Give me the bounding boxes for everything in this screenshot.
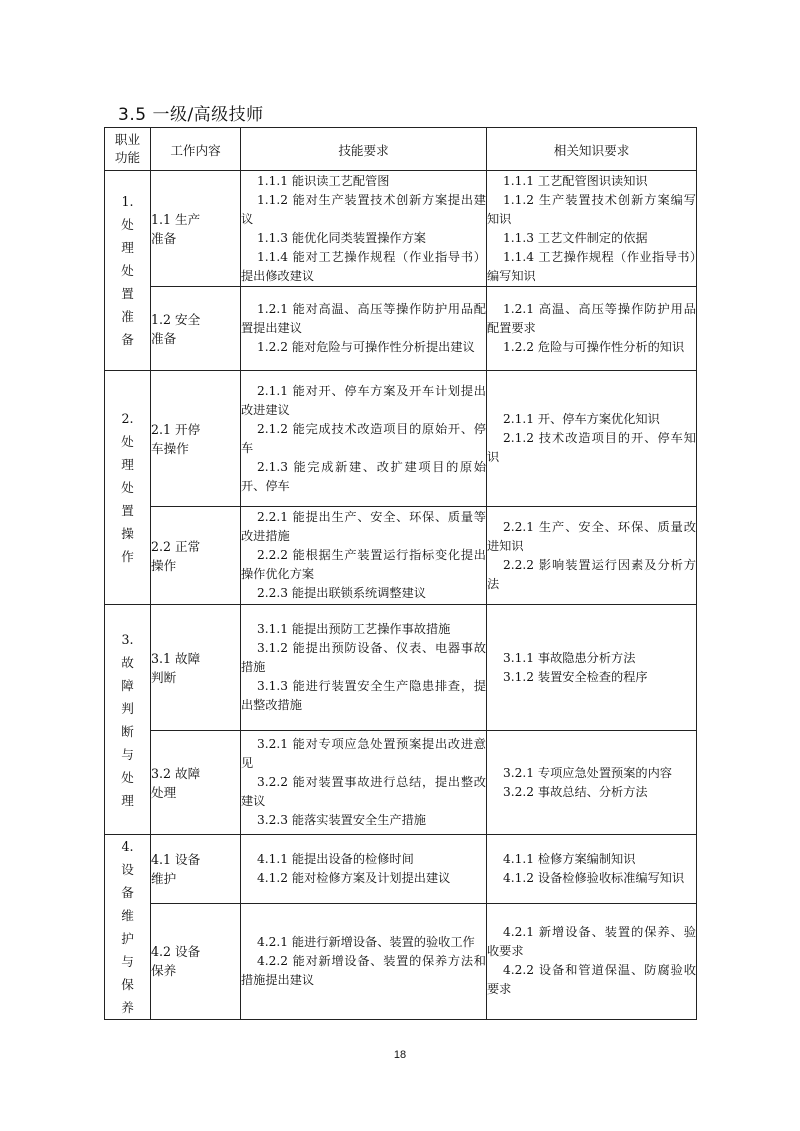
function-name-char: 备 [121, 885, 134, 900]
work-content-cell [151, 731, 241, 835]
knowledge-item: 3.1.1 事故隐患分析方法 [503, 650, 636, 665]
knowledge-cell [487, 507, 697, 605]
work-content-line: 车操作 [151, 440, 189, 456]
knowledge-cell [487, 835, 697, 904]
knowledge-item: 1.1.1 工艺配管图识读知识 [503, 173, 648, 188]
skills-cell [241, 171, 487, 287]
skill-item: 2.1.2 能完成技术改造项目的原始开、停车 [241, 421, 486, 455]
work-content-cell [151, 287, 241, 371]
skill-item: 4.2.1 能进行新增设备、装置的验收工作 [257, 934, 475, 949]
skill-item: 2.2.2 能根据生产装置运行指标变化提出操作优化方案 [241, 548, 486, 581]
skills-cell [241, 605, 487, 731]
function-name-char: 处 [121, 217, 134, 232]
knowledge-item: 1.1.4 工艺操作规程（作业指导书）编写知识 [487, 249, 696, 283]
table-body [105, 171, 697, 1020]
skill-item: 2.1.3 能完成新建、改扩建项目的原始开、停车 [241, 459, 486, 493]
skill-item: 1.2.1 能对高温、高压等操作防护用品配置提出建议 [241, 302, 486, 335]
work-content-line: 操作 [151, 557, 177, 573]
skill-item: 1.2.2 能对危险与可操作性分析提出建议 [257, 340, 475, 354]
skills-cell [241, 903, 487, 1019]
header-knowledge: 相关知识要求 [487, 128, 697, 171]
header-skills: 技能要求 [241, 128, 487, 171]
skills-cell [241, 371, 487, 507]
skill-item: 3.2.3 能落实装置安全生产措施 [257, 813, 426, 827]
work-content-cell [151, 171, 241, 287]
table-header-row [105, 128, 697, 171]
skill-item: 4.1.1 能提出设备的检修时间 [257, 851, 414, 866]
work-content-line: 4.1 设备 [151, 851, 201, 867]
knowledge-cell [487, 371, 697, 507]
function-name-char: 障 [121, 677, 134, 693]
knowledge-item: 3.1.2 装置安全检查的程序 [503, 669, 648, 684]
header-function-line1: 职业 [114, 132, 141, 147]
table-row [105, 605, 697, 731]
header-content: 工作内容 [151, 128, 241, 171]
function-name-char: 3. [121, 631, 134, 647]
work-content-line: 保养 [151, 963, 177, 979]
function-name-char: 理 [121, 240, 134, 255]
knowledge-item: 2.2.2 影响装置运行因素及分析方法 [487, 557, 696, 591]
function-name-char: 备 [121, 332, 134, 347]
skill-item: 3.1.3 能进行装置安全生产隐患排查，提出整改措施 [241, 679, 486, 712]
knowledge-item: 1.1.2 生产装置技术创新方案编写知识 [487, 192, 696, 226]
knowledge-item: 2.2.1 生产、安全、环保、质量改进知识 [487, 519, 696, 553]
work-content-cell [151, 835, 241, 904]
work-content-line: 准备 [151, 330, 177, 346]
function-name-char: 判 [121, 700, 134, 716]
knowledge-cell [487, 287, 697, 371]
skill-item: 3.2.1 能对专项应急处置预案提出改进意见 [241, 737, 486, 770]
function-name-char: 操 [121, 526, 134, 541]
work-content-line: 2.2 正常 [151, 538, 201, 554]
knowledge-item: 2.1.2 技术改造项目的开、停车知识 [487, 431, 696, 464]
function-name-char: 理 [121, 457, 134, 472]
skills-cell [241, 507, 487, 605]
skill-item: 1.1.1 能识读工艺配管图 [257, 173, 390, 188]
function-name-char: 处 [121, 434, 134, 449]
function-name-char: 处 [121, 769, 134, 785]
table-row [105, 171, 697, 287]
function-name-char: 与 [121, 954, 134, 969]
knowledge-item: 2.1.1 开、停车方案优化知识 [503, 412, 660, 426]
function-cell [105, 835, 151, 1020]
knowledge-cell [487, 605, 697, 731]
skill-item: 3.1.1 能提出预防工艺操作事故措施 [257, 622, 451, 636]
knowledge-item: 3.2.1 专项应急处置预案的内容 [503, 765, 672, 780]
skill-item: 2.2.3 能提出联锁系统调整建议 [257, 586, 426, 600]
function-name-char: 设 [121, 862, 134, 877]
knowledge-cell [487, 171, 697, 287]
skill-item: 3.1.2 能提出预防设备、仪表、电器事故措施 [241, 641, 486, 674]
knowledge-cell [487, 731, 697, 835]
skill-item: 4.2.2 能对新增设备、装置的保养方法和措施提出建议 [241, 953, 486, 987]
work-content-cell [151, 507, 241, 605]
knowledge-item: 4.1.1 检修方案编制知识 [503, 851, 636, 866]
knowledge-item: 1.2.2 危险与可操作性分析的知识 [503, 340, 685, 354]
work-content-line: 判断 [151, 669, 177, 685]
function-name-char: 保 [121, 977, 134, 992]
function-name-char: 作 [121, 549, 134, 564]
work-content-line: 3.1 故障 [151, 650, 201, 666]
function-name-char: 处 [121, 263, 134, 278]
function-name-char: 理 [121, 792, 134, 808]
work-content-line: 1.2 安全 [151, 311, 201, 327]
knowledge-item: 1.1.3 工艺文件制定的依据 [503, 230, 648, 245]
header-function-line2: 功能 [114, 150, 141, 165]
knowledge-item: 1.2.1 高温、高压等操作防护用品配置要求 [487, 302, 696, 335]
function-name-char: 准 [121, 309, 134, 324]
work-content-line: 1.1 生产 [151, 211, 201, 227]
function-name-char: 4. [121, 839, 134, 854]
function-cell [105, 171, 151, 371]
knowledge-item: 4.2.2 设备和管道保温、防腐验收要求 [487, 963, 696, 997]
skill-standard-table [104, 127, 697, 1020]
work-content-line: 维护 [151, 870, 177, 886]
skills-cell [241, 835, 487, 904]
table-row [105, 507, 697, 605]
work-content-line: 4.2 设备 [151, 944, 201, 960]
knowledge-item: 4.1.2 设备检修验收标准编写知识 [503, 870, 685, 885]
function-name-char: 断 [121, 723, 134, 739]
function-name-char: 2. [121, 411, 134, 426]
table-row [105, 903, 697, 1019]
skills-cell [241, 731, 487, 835]
function-name-char: 处 [121, 480, 134, 495]
work-content-cell [151, 605, 241, 731]
skills-cell [241, 287, 487, 371]
work-content-line: 处理 [151, 784, 177, 800]
section-title: 3.5 一级/高级技师 [118, 105, 264, 125]
skill-item: 1.1.4 能对工艺操作规程（作业指导书）提出修改建议 [241, 249, 486, 283]
table-row [105, 731, 697, 835]
function-name-char: 置 [121, 503, 134, 518]
skill-item: 1.1.2 能对生产装置技术创新方案提出建议 [241, 192, 486, 226]
function-name-char: 护 [121, 931, 134, 946]
skill-item: 2.2.1 能提出生产、安全、环保、质量等改进措施 [241, 510, 486, 543]
skill-item: 1.1.3 能优化同类装置操作方案 [257, 230, 426, 245]
table-row [105, 287, 697, 371]
function-name-char: 与 [121, 746, 134, 762]
function-name-char: 置 [121, 286, 134, 301]
skill-item: 3.2.2 能对装置事故进行总结，提出整改建议 [241, 775, 486, 808]
function-name-char: 养 [121, 1000, 134, 1015]
table-row [105, 371, 697, 507]
page-number: 18 [393, 1049, 407, 1061]
function-cell [105, 371, 151, 605]
function-name-char: 故 [121, 654, 134, 670]
function-name-char: 维 [121, 908, 134, 923]
work-content-cell [151, 371, 241, 507]
knowledge-cell [487, 903, 697, 1019]
table-row [105, 835, 697, 904]
knowledge-item: 4.2.1 新增设备、装置的保养、验收要求 [487, 925, 696, 959]
work-content-line: 2.1 开停 [151, 421, 201, 437]
skill-item: 2.1.1 能对开、停车方案及开车计划提出改进建议 [241, 383, 486, 417]
work-content-line: 3.2 故障 [151, 765, 201, 781]
header-function [105, 128, 151, 171]
work-content-line: 准备 [151, 230, 177, 246]
function-cell [105, 605, 151, 835]
knowledge-item: 3.2.2 事故总结、分析方法 [503, 784, 648, 799]
function-name-char: 1. [121, 194, 134, 209]
skill-item: 4.1.2 能对检修方案及计划提出建议 [257, 870, 451, 885]
work-content-cell [151, 903, 241, 1019]
